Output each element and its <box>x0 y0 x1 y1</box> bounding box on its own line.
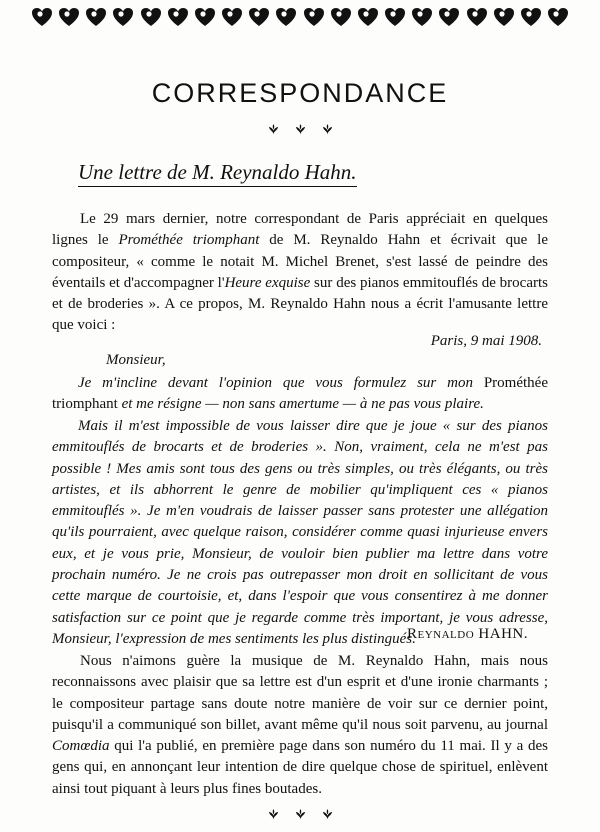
fleuron-icon <box>267 808 280 821</box>
letter-date: Paris, 9 mai 1908. <box>430 333 542 349</box>
heart-ornament-icon <box>546 5 570 29</box>
ornamental-border <box>30 4 570 30</box>
heart-ornament-icon <box>492 5 516 29</box>
heart-ornament-icon <box>383 5 407 29</box>
heart-ornament-icon <box>247 5 271 29</box>
fleuron-icon <box>294 808 307 821</box>
flourish-bottom <box>0 806 600 825</box>
heart-ornament-icon <box>410 5 434 29</box>
letter-paragraph-1: Je m'incline devant l'opinion que vous formulez sur mon Prométhée triomphant et me résigne — non sans amertume — à ne pas vous plaire. <box>52 375 548 413</box>
closing-paragraph: Nous n'aimons guère la musique de M. Reynaldo Hahn, mais nous reconnaissons avec plaisir que sa lettre est d'un esprit et d'une ironie charmants ; le compositeur partage sans doute notre manière de voir sur ce dernier point, puisqu'il a communiqué son billet, avant même qu'il nous soit parvenu, au journal Comœdia qui l'a publié, en première page dans son numéro du 11 mai. Il y a des gens qui, en annonçant leur intention de dire quelque chose de spirituel, enlèvent ainsi tout piquant à leurs plus fines boutades. <box>52 653 548 797</box>
heart-ornament-icon <box>302 5 326 29</box>
heart-ornament-icon <box>519 5 543 29</box>
heart-ornament-icon <box>356 5 380 29</box>
heart-ornament-icon <box>111 5 135 29</box>
letter-paragraph-2: Mais il m'est impossible de vous laisser dire que je joue « sur des pianos emmitouflés de brocarts et de broderies ». Non, vraiment, cela ne m'est pas possible ! Mes amis sont tous des gens ou très simples, ou très élégants, ou très artistes, et ils abhorrent le genre de mobilier qu'impliquent ces « pianos emmitouflés ». Je m'en voudrais de laisser passer sans protester une allégation qu'ils pourraient, avec quelque raison, considérer comme quasi injurieuse envers eux, et je vous prie, Monsieur, de vouloir bien publier ma lettre dans votre prochain numéro. Je ne crois pas outrepasser mon droit en sollicitant de vous cette marque de courtoisie, et, dans l'espoir que vous consentirez à me donner satisfaction sur ce point que je regarde comme très important, je vous adresse, Monsieur, l'expression de mes sentiments les plus distingués. <box>52 418 548 647</box>
heart-ornament-icon <box>220 5 244 29</box>
heart-ornament-icon <box>465 5 489 29</box>
heart-ornament-icon <box>329 5 353 29</box>
page-title: CORRESPONDANCE <box>151 78 449 108</box>
heart-ornament-icon <box>166 5 190 29</box>
flourish-top <box>0 121 600 140</box>
fleuron-icon <box>321 123 334 136</box>
heart-ornament-icon <box>193 5 217 29</box>
intro-paragraph: Le 29 mars dernier, notre correspondant de Paris appréciait en quelques lignes le Prométhée triomphant de M. Reynaldo Hahn et écrivait que le compositeur, « comme le notait M. Michel Brenet, s'est lassé de peindre des éventails et d'accompagner l'Heure exquise sur des pianos emmitouflés de brocarts et de broderies ». A ce propos, M. Reynaldo Hahn nous a écrit l'amusante lettre que voici : <box>52 211 549 334</box>
heart-ornament-icon <box>30 5 54 29</box>
heart-ornament-icon <box>84 5 108 29</box>
letter-salutation: Monsieur, <box>106 352 166 368</box>
heart-ornament-icon <box>57 5 81 29</box>
letter-signature: Reynaldo HAHN. <box>406 626 528 642</box>
fleuron-icon <box>267 123 280 136</box>
fleuron-icon <box>321 808 334 821</box>
fleuron-icon <box>294 123 307 136</box>
heart-ornament-icon <box>139 5 163 29</box>
heart-ornament-icon <box>274 5 298 29</box>
heart-ornament-icon <box>437 5 461 29</box>
article-subtitle: Une lettre de M. Reynaldo Hahn. <box>78 160 357 187</box>
